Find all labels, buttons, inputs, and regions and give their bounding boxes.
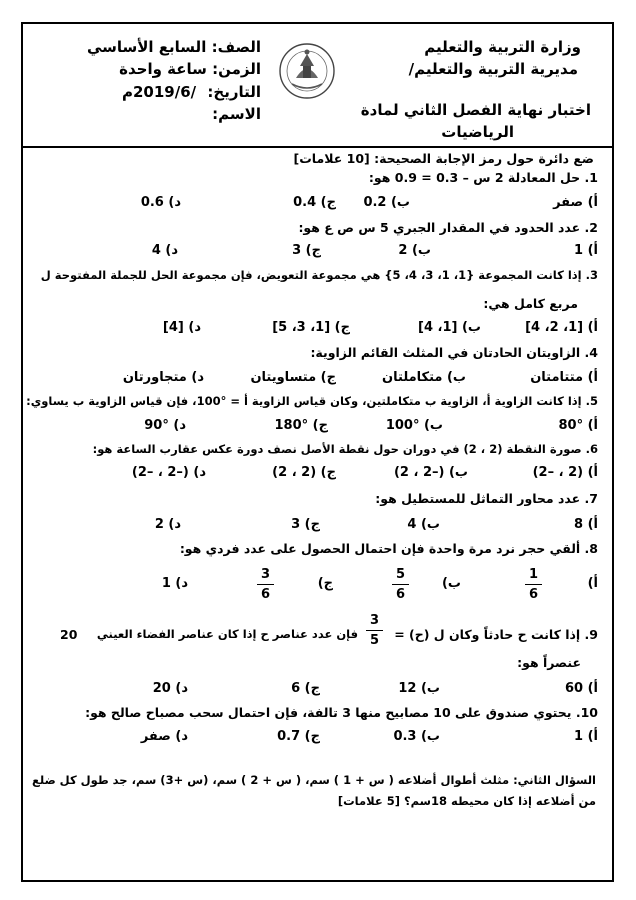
- q9-fraction-num: 3: [366, 612, 383, 631]
- question-3-stem: 3. إذا كانت المجموعة {1، 1، 3، 4، 5} هي مجموعة التعويض، فإن مجموعة الحل للجملة المفتوحة ل: [40, 268, 598, 282]
- name-label: الاسم:: [212, 105, 261, 123]
- q10-option-b[interactable]: ب) 0.3: [393, 729, 440, 744]
- question-6-stem: 6. صورة النقطة (2 ، 2) في دوران حول نقطة الأصل نصف دورة عكس عقارب الساعة هو:: [92, 442, 598, 456]
- q8-fraction-a-den: 6: [529, 587, 539, 602]
- q8-fraction-c-den: 6: [261, 587, 271, 602]
- q1-option-d[interactable]: د) 0.6: [140, 195, 181, 210]
- q5-option-a[interactable]: أ) °80: [558, 418, 598, 433]
- q8-option-a[interactable]: أ): [587, 576, 598, 591]
- q6-option-c[interactable]: ج) (2 ، 2): [272, 465, 336, 480]
- q7-option-d[interactable]: د) 2: [154, 517, 181, 532]
- directorate-name: مديرية التربية والتعليم/: [408, 60, 578, 78]
- time-value: ساعة واحدة: [119, 60, 207, 78]
- q8-fraction-b-den: 6: [396, 587, 406, 602]
- q2-option-b[interactable]: ب) 2: [398, 243, 431, 258]
- q6-option-a[interactable]: أ) (2 ، –2): [532, 465, 598, 480]
- question-4-stem: 4. الزاويتان الحادتان في المثلث القائم الزاوية:: [310, 345, 598, 360]
- question-2-stem: 2. عدد الحدود في المقدار الجبري 5 س ص ع هو:: [298, 220, 598, 235]
- q3-option-d[interactable]: د) [4]: [162, 320, 201, 335]
- q8-fraction-a: [525, 566, 542, 605]
- grade-value: السابع الأساسي: [86, 38, 207, 56]
- question-5-stem: 5. إذا كانت الزاوية أ، الزاوية ب متكاملتين، وكان قياس الزاوية أ = °100، فإن قياس الزاوية ب يساوي:: [26, 394, 598, 408]
- section1-instruction: ضع دائرة حول رمز الإجابة الصحيحة: [10 علامات]: [293, 151, 594, 166]
- date-value: /2019/6م: [122, 83, 197, 101]
- q3-option-c[interactable]: ج) [1، 3، 5]: [272, 320, 350, 335]
- question-7-stem: 7. عدد محاور التماثل للمستطيل هو:: [375, 491, 598, 506]
- q8-fraction-c-num: 3: [257, 566, 274, 585]
- q8-option-c[interactable]: ج): [317, 576, 333, 591]
- q9-option-d[interactable]: د) 20: [152, 681, 188, 696]
- question-9-stem-b: فإن عدد عناصر ح إذا كان عناصر الفضاء العيني: [96, 627, 358, 641]
- question-1-stem: 1. حل المعادلة 2 س – 0.3 = 0.9 هو:: [368, 170, 598, 185]
- q9-fraction: [366, 612, 383, 651]
- q9-option-b[interactable]: ب) 12: [398, 681, 440, 696]
- question-9-stem-a: 9. إذا كانت ح حادثاً وكان ل (ح) =: [394, 627, 598, 642]
- q6-option-d[interactable]: د) (–2 ، –2): [131, 465, 206, 480]
- q5-option-d[interactable]: د) °90: [144, 418, 186, 433]
- q7-option-a[interactable]: أ) 8: [574, 517, 598, 532]
- question-2-line2: من أضلاعه إذا كان محيطه 18سم؟ [5 علامات]: [337, 794, 596, 808]
- q9-fraction-den: 5: [370, 633, 380, 648]
- question-3-stem-cont: مربع كامل هي:: [483, 296, 578, 311]
- q4-option-b[interactable]: ب) متكاملتان: [382, 370, 466, 385]
- q2-option-a[interactable]: أ) 1: [574, 243, 598, 258]
- date-field: [122, 83, 261, 101]
- time-field: [119, 60, 261, 78]
- q1-option-c[interactable]: ج) 0.4: [293, 195, 336, 210]
- time-label: الزمن:: [212, 60, 261, 78]
- subject-name: الرياضيات: [441, 123, 514, 141]
- question-10-stem: 10. يحتوي صندوق على 10 مصابيح منها 3 تالفة، فإن احتمال سحب مصباح صالح هو:: [85, 705, 598, 720]
- q8-fraction-c: [257, 566, 274, 605]
- q2-option-c[interactable]: ج) 3: [292, 243, 321, 258]
- q10-option-d[interactable]: د) صفر: [140, 729, 188, 744]
- q1-option-a[interactable]: أ) صفر: [553, 195, 598, 210]
- q8-fraction-a-num: 1: [525, 566, 542, 585]
- jordan-emblem-logo: [278, 40, 336, 102]
- q10-option-c[interactable]: ج) 0.7: [277, 729, 320, 744]
- q2-option-d[interactable]: د) 4: [151, 243, 178, 258]
- q3-option-a[interactable]: أ) [1، 2، 4]: [525, 320, 598, 335]
- q8-fraction-b-num: 5: [392, 566, 409, 585]
- q4-option-c[interactable]: ج) متساويتان: [250, 370, 336, 385]
- q3-option-b[interactable]: ب) [1، 4]: [418, 320, 481, 335]
- q7-option-b[interactable]: ب) 4: [407, 517, 440, 532]
- q8-fraction-b: [392, 566, 409, 605]
- q9-option-a[interactable]: أ) 60: [564, 681, 598, 696]
- header-divider: [21, 146, 614, 148]
- q8-option-d[interactable]: د) 1: [161, 576, 188, 591]
- q6-option-b[interactable]: ب) (–2 ، 2): [393, 465, 468, 480]
- question-9-stem-cont: عنصراً هو:: [517, 655, 581, 670]
- grade-field: [87, 38, 261, 56]
- q9-option-c[interactable]: ج) 6: [291, 681, 320, 696]
- q5-option-b[interactable]: ب) °100: [385, 418, 443, 433]
- q7-option-c[interactable]: ج) 3: [291, 517, 320, 532]
- question-9-number: 20: [60, 627, 78, 642]
- date-label: التاريخ:: [207, 83, 261, 101]
- q4-option-a[interactable]: أ) متتامتان: [530, 370, 598, 385]
- exam-title: اختبار نهاية الفصل الثاني لمادة: [360, 101, 591, 119]
- question-8-stem: 8. ألقي حجر نرد مرة واحدة فإن احتمال الحصول على عدد فردي هو:: [179, 541, 598, 556]
- q4-option-d[interactable]: د) متجاورتان: [122, 370, 204, 385]
- grade-label: الصف:: [211, 38, 261, 56]
- ministry-name: وزارة التربية والتعليم: [424, 38, 581, 56]
- question-2-line1: السؤال الثاني: مثلث أطوال أضلاعه ( س + 1 ) سم، ( س + 2 ) سم، (س +3) سم، جد طول كل ضلع: [32, 773, 596, 787]
- q10-option-a[interactable]: أ) 1: [574, 729, 598, 744]
- q1-option-b[interactable]: ب) 0.2: [363, 195, 410, 210]
- q5-option-c[interactable]: ج) °180: [274, 418, 328, 433]
- q8-option-b[interactable]: ب): [441, 576, 461, 591]
